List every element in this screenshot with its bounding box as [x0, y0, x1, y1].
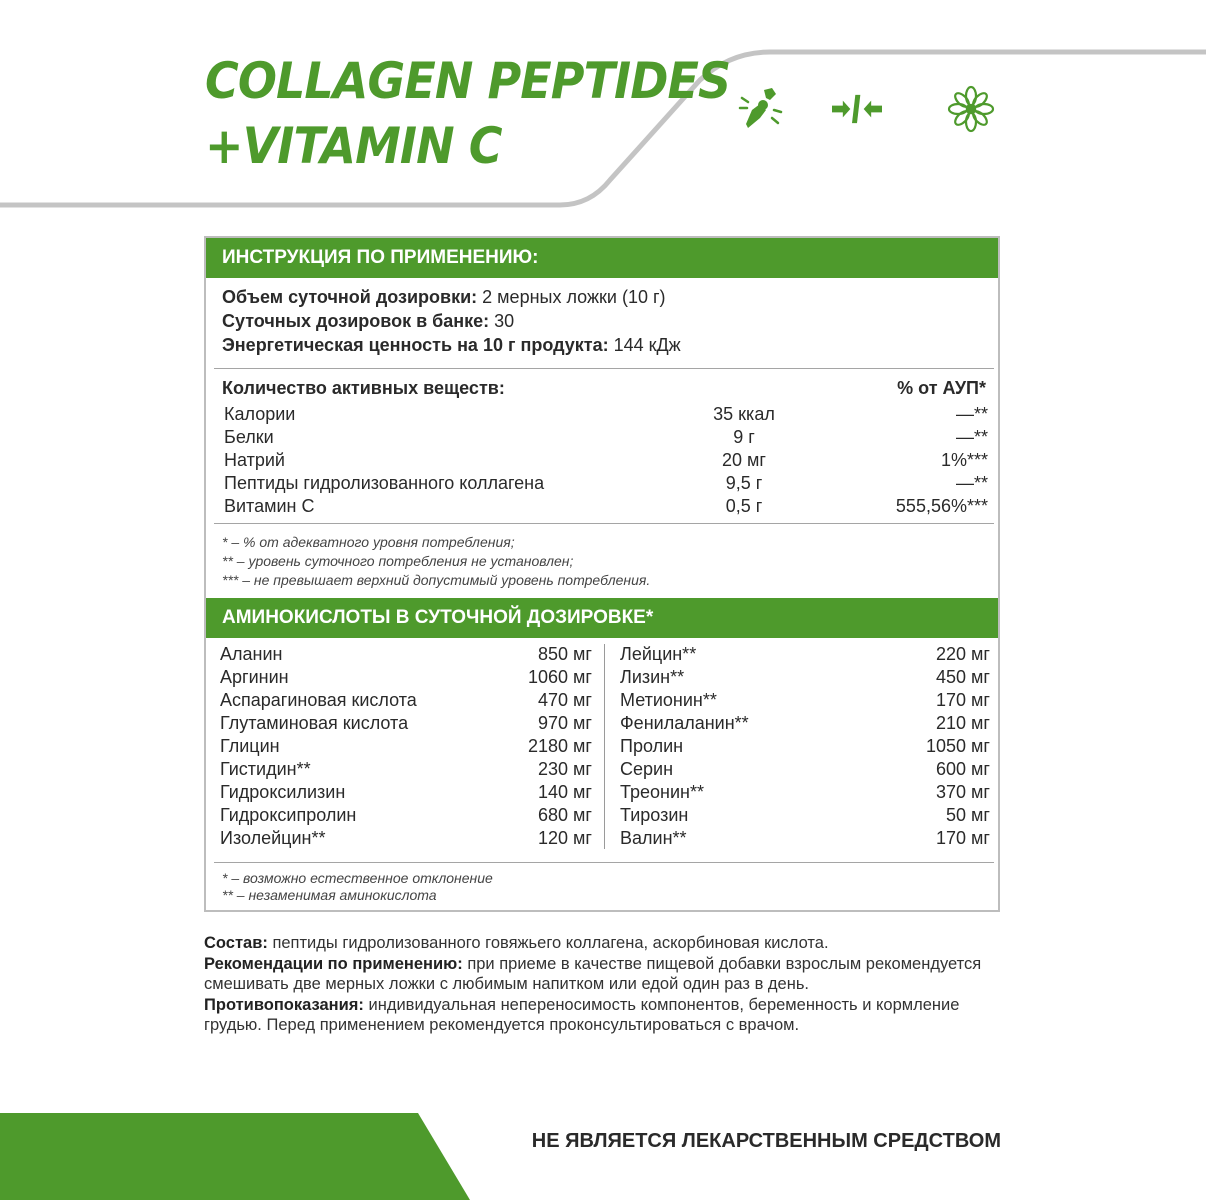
amino-name: Аргинин	[220, 667, 289, 687]
nutrient-footnote: * – % от адекватного уровня потребления;	[222, 534, 515, 550]
nutrient-amount: 9 г	[733, 427, 755, 447]
amino-name: Треонин**	[620, 782, 704, 802]
amino-row	[220, 667, 592, 690]
amino-row	[620, 759, 990, 782]
amino-row	[220, 736, 592, 759]
amino-amount: 140 мг	[538, 782, 592, 802]
amino-amount: 170 мг	[936, 690, 990, 710]
amino-row	[620, 828, 990, 851]
instructions-heading: ИНСТРУКЦИЯ ПО ПРИМЕНЕНИЮ:	[206, 238, 998, 278]
header-curve-decoration	[0, 0, 1206, 230]
composition-block	[204, 933, 1004, 1036]
amino-row	[220, 759, 592, 782]
amino-amount: 370 мг	[936, 782, 990, 802]
nutrient-amount: 9,5 г	[725, 473, 763, 493]
amino-name: Валин**	[620, 828, 687, 848]
nutrient-percent: —**	[955, 473, 988, 493]
amino-amount: 170 мг	[936, 828, 990, 848]
divider	[214, 523, 994, 524]
amino-row	[220, 805, 592, 828]
amino-name: Тирозин	[620, 805, 689, 825]
percent-heading: % от АУП*	[897, 378, 986, 398]
composition-text: пептиды гидролизованного говяжьего коллагена, аскорбиновая кислота.	[267, 934, 829, 952]
nutrient-row	[224, 427, 988, 450]
doses-per-can-line	[222, 311, 514, 332]
amino-amount: 470 мг	[538, 690, 592, 710]
energy-line	[222, 335, 681, 356]
divider	[214, 368, 994, 369]
amino-row	[220, 713, 592, 736]
composition-paragraph	[204, 933, 1004, 954]
contraindications-label: Противопоказания:	[204, 995, 364, 1014]
recommendations-text: при приеме в качестве пищевой добавки взрослым рекомендуется смешивать две мерных ложки с любимым напитком или едой один раз в день.	[204, 954, 982, 993]
footer-green-bar	[0, 1113, 470, 1200]
amino-amount: 970 мг	[538, 713, 592, 733]
energy-label: Энергетическая ценность на 10 г продукта:	[222, 335, 609, 355]
daily-dose-value: 2 мерных ложки (10 г)	[477, 287, 666, 307]
amino-row	[620, 713, 990, 736]
not-medicine-disclaimer: НЕ ЯВЛЯЕТСЯ ЛЕКАРСТВЕННЫМ СРЕДСТВОМ	[531, 1130, 1001, 1152]
nutrient-name: Пептиды гидролизованного коллагена	[224, 473, 545, 493]
info-panel	[204, 236, 1000, 912]
amino-name: Серин	[620, 759, 674, 779]
amino-name: Пролин	[620, 736, 684, 756]
nutrient-name: Калории	[224, 404, 296, 424]
amino-amount: 1050 мг	[926, 736, 990, 756]
amino-footnote: * – возможно естественное отклонение	[222, 870, 493, 886]
amino-row	[620, 667, 990, 690]
doses-per-can-label: Суточных дозировок в банке:	[222, 311, 490, 331]
nutrient-row	[224, 496, 988, 519]
nutrients-heading: Количество активных веществ:	[222, 378, 505, 398]
nutrient-row	[224, 450, 988, 473]
nutrient-row	[224, 404, 988, 427]
nutrient-percent: —**	[955, 427, 988, 447]
amino-name: Лизин**	[620, 667, 685, 687]
amino-amount: 50 мг	[946, 805, 990, 825]
compress-arrows-icon	[832, 84, 882, 134]
amino-row	[620, 782, 990, 805]
product-title-line2: +VITAMIN C	[205, 117, 502, 175]
nutrient-name: Белки	[224, 427, 274, 447]
amino-amount: 210 мг	[936, 713, 990, 733]
nutrient-name: Витамин С	[224, 496, 315, 516]
amino-row	[220, 690, 592, 713]
nutrient-amount: 0,5 г	[725, 496, 763, 516]
amino-list-left	[220, 644, 592, 851]
composition-label: Состав:	[204, 934, 268, 952]
nutrient-amount: 35 ккал	[713, 404, 775, 424]
recommendations-label: Рекомендации по применению:	[204, 954, 463, 973]
amino-footnote: ** – незаменимая аминокислота	[222, 887, 437, 903]
divider	[214, 862, 994, 863]
amino-name: Аспарагиновая кислота	[220, 690, 417, 710]
amino-name: Гистидин**	[220, 759, 311, 779]
nutrient-percent: —**	[955, 404, 988, 424]
amino-row	[620, 644, 990, 667]
amino-name: Глутаминовая кислота	[220, 713, 409, 733]
recommendations-paragraph	[204, 954, 1004, 995]
energy-value: 144 кДж	[608, 335, 681, 355]
contraindications-paragraph	[204, 995, 1004, 1036]
amino-row	[220, 782, 592, 805]
amino-amount: 2180 мг	[528, 736, 592, 756]
amino-amount: 850 мг	[538, 644, 592, 664]
joint-icon	[736, 84, 786, 134]
amino-name: Лейцин**	[620, 644, 697, 664]
amino-row	[220, 828, 592, 851]
product-title-line1: COLLAGEN PEPTIDES	[205, 52, 731, 110]
amino-row	[620, 805, 990, 828]
nutrient-footnote: ** – уровень суточного потребления не установлен;	[222, 553, 574, 569]
amino-amount: 220 мг	[936, 644, 990, 664]
amino-amount: 680 мг	[538, 805, 592, 825]
amino-name: Гидроксипролин	[220, 805, 357, 825]
nutrient-name: Натрий	[224, 450, 285, 470]
flower-icon	[946, 84, 996, 134]
amino-name: Глицин	[220, 736, 280, 756]
amino-row	[620, 736, 990, 759]
amino-name: Метионин**	[620, 690, 717, 710]
amino-amount: 1060 мг	[528, 667, 592, 687]
amino-name: Аланин	[220, 644, 283, 664]
amino-column-divider	[604, 644, 605, 849]
contraindications-text: индивидуальная непереносимость компонентов, беременность и кормление грудью. Перед применением рекомендуется проконсультироваться с врачом.	[204, 995, 960, 1034]
amino-name: Гидроксилизин	[220, 782, 346, 802]
amino-row	[620, 690, 990, 713]
nutrient-amount: 20 мг	[722, 450, 766, 470]
amino-heading: АМИНОКИСЛОТЫ В СУТОЧНОЙ ДОЗИРОВКЕ*	[206, 598, 998, 638]
daily-dose-line	[222, 287, 666, 308]
amino-amount: 120 мг	[538, 828, 592, 848]
amino-amount: 600 мг	[936, 759, 990, 779]
amino-row	[220, 644, 592, 667]
nutrient-percent: 1%***	[940, 450, 988, 470]
nutrient-percent: 555,56%***	[895, 496, 988, 516]
amino-name: Фенилаланин**	[620, 713, 749, 733]
amino-amount: 230 мг	[538, 759, 592, 779]
nutrient-row	[224, 473, 988, 496]
daily-dose-label: Объем суточной дозировки:	[222, 287, 478, 307]
nutrient-footnote: *** – не превышает верхний допустимый уровень потребления.	[222, 572, 651, 588]
doses-per-can-value: 30	[489, 311, 515, 331]
amino-list-right	[620, 644, 990, 851]
amino-name: Изолейцин**	[220, 828, 326, 848]
amino-amount: 450 мг	[936, 667, 990, 687]
